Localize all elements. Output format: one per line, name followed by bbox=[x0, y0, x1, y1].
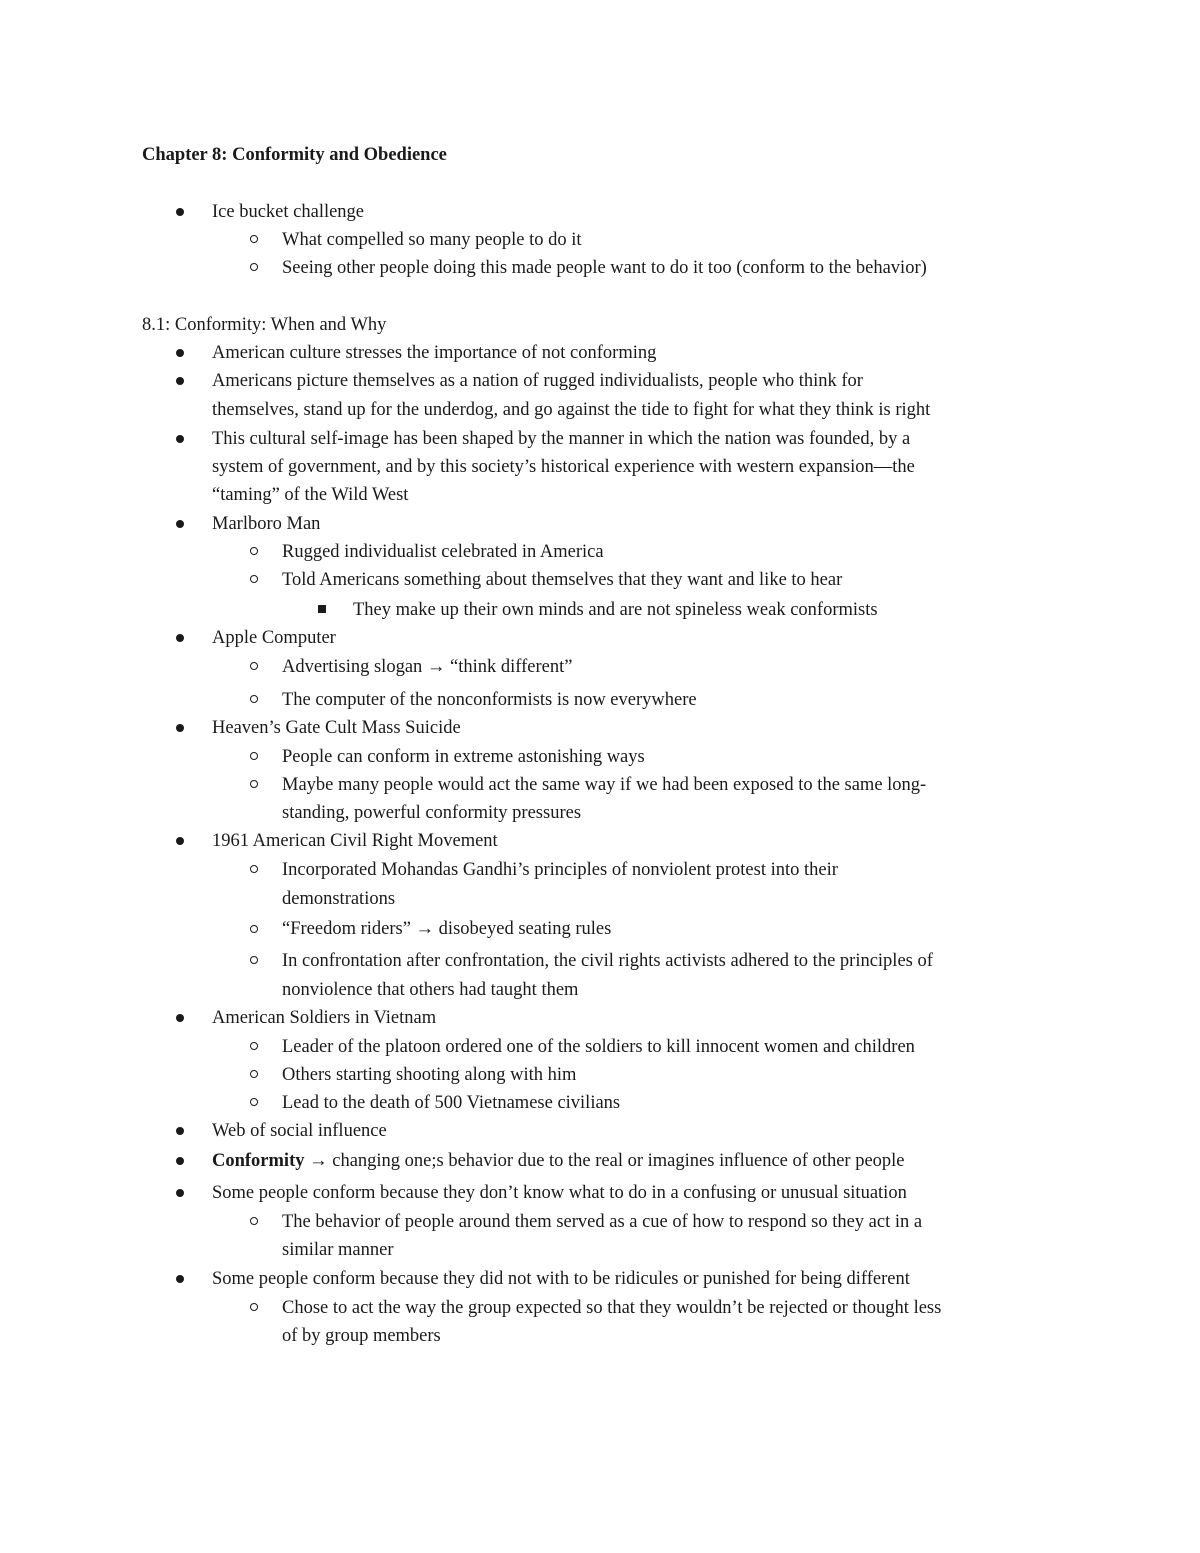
bullet-circle bbox=[250, 695, 258, 703]
bullet-circle bbox=[250, 865, 258, 873]
sub-item: Incorporated Mohandas Gandhi’s principles of nonviolent protest into their bbox=[282, 860, 838, 880]
bullet-dot bbox=[176, 634, 184, 642]
sub-item: Seeing other people doing this made people want to do it too (conform to the behavior) bbox=[282, 258, 927, 278]
list-item: Some people conform because they don’t know what to do in a confusing or unusual situation bbox=[212, 1183, 907, 1203]
sub-item: The behavior of people around them served as a cue of how to respond so they act in a bbox=[282, 1212, 923, 1232]
sub-item: Told Americans something about themselves that they want and like to hear bbox=[282, 570, 843, 590]
sub-item: Advertising slogan → “think different” bbox=[282, 657, 573, 677]
sub-item: Maybe many people would act the same way if we had been exposed to the same long- bbox=[282, 775, 927, 795]
bullet-circle bbox=[250, 752, 258, 760]
section-heading: 8.1: Conformity: When and Why bbox=[142, 315, 387, 335]
sub-item-continuation: demonstrations bbox=[282, 889, 396, 909]
sub-item: The computer of the nonconformists is now everywhere bbox=[282, 690, 697, 710]
bullet-square bbox=[318, 605, 326, 613]
list-item: Americans picture themselves as a nation of rugged individualists, people who think for bbox=[212, 371, 863, 391]
bullet-dot bbox=[176, 1189, 184, 1197]
page-title: Chapter 8: Conformity and Obedience bbox=[142, 145, 447, 165]
list-item-marlboro: Marlboro Man bbox=[212, 514, 321, 534]
list-item-apple: Apple Computer bbox=[212, 628, 336, 648]
bullet-circle bbox=[250, 925, 258, 933]
list-item: American culture stresses the importance of not conforming bbox=[212, 343, 657, 363]
list-item: This cultural self-image has been shaped by the manner in which the nation was founded, by a bbox=[212, 429, 911, 449]
list-item: Web of social influence bbox=[212, 1121, 387, 1141]
bullet-circle bbox=[250, 1070, 258, 1078]
definition-conformity bbox=[212, 1149, 905, 1173]
bullet-circle bbox=[250, 662, 258, 670]
definition-text: → changing one;s behavior due to the real or imagines influence of other people bbox=[304, 1151, 905, 1171]
list-item-civil-rights: 1961 American Civil Right Movement bbox=[212, 831, 498, 851]
sub-item-continuation: nonviolence that others had taught them bbox=[282, 980, 579, 1000]
bullet-dot bbox=[176, 208, 184, 216]
sub-item-continuation: standing, powerful conformity pressures bbox=[282, 803, 582, 823]
bullet-circle bbox=[250, 547, 258, 555]
list-item-continuation: system of government, and by this society’s historical experience with western expansion—the bbox=[212, 457, 915, 477]
bullet-dot bbox=[176, 520, 184, 528]
term-conformity: Conformity bbox=[212, 1151, 305, 1171]
bullet-circle bbox=[250, 1042, 258, 1050]
bullet-circle bbox=[250, 263, 258, 271]
sub-item: People can conform in extreme astonishing ways bbox=[282, 747, 645, 767]
list-item-heavens-gate: Heaven’s Gate Cult Mass Suicide bbox=[212, 718, 461, 738]
sub-item-continuation: of by group members bbox=[282, 1326, 441, 1346]
bullet-dot bbox=[176, 349, 184, 357]
sub-item: Chose to act the way the group expected so that they wouldn’t be rejected or thought less bbox=[282, 1298, 942, 1318]
bullet-dot bbox=[176, 1014, 184, 1022]
sub-item: Rugged individualist celebrated in America bbox=[282, 542, 604, 562]
sub-item-continuation: similar manner bbox=[282, 1240, 394, 1260]
bullet-circle bbox=[250, 956, 258, 964]
sub-item: Lead to the death of 500 Vietnamese civilians bbox=[282, 1093, 621, 1113]
bullet-dot bbox=[176, 724, 184, 732]
sub-item: Leader of the platoon ordered one of the soldiers to kill innocent women and children bbox=[282, 1037, 915, 1057]
bullet-circle bbox=[250, 1303, 258, 1311]
list-item-continuation: “taming” of the Wild West bbox=[212, 485, 409, 505]
bullet-circle bbox=[250, 1098, 258, 1106]
bullet-dot bbox=[176, 1275, 184, 1283]
list-item-continuation: themselves, stand up for the underdog, and go against the tide to fight for what they think is right bbox=[212, 400, 931, 420]
sub-item: What compelled so many people to do it bbox=[282, 230, 582, 250]
sub-item: Others starting shooting along with him bbox=[282, 1065, 577, 1085]
sub-sub-item: They make up their own minds and are not spineless weak conformists bbox=[353, 600, 878, 620]
sub-item: In confrontation after confrontation, the civil rights activists adhered to the principles of bbox=[282, 951, 933, 971]
list-item-vietnam: American Soldiers in Vietnam bbox=[212, 1008, 437, 1028]
bullet-dot bbox=[176, 435, 184, 443]
bullet-circle bbox=[250, 1217, 258, 1225]
list-item-ice-bucket: Ice bucket challenge bbox=[212, 202, 365, 222]
bullet-dot bbox=[176, 1157, 184, 1165]
bullet-circle bbox=[250, 235, 258, 243]
bullet-dot bbox=[176, 837, 184, 845]
bullet-dot bbox=[176, 377, 184, 385]
list-item: Some people conform because they did not with to be ridicules or punished for being different bbox=[212, 1269, 910, 1289]
sub-item: “Freedom riders” → disobeyed seating rules bbox=[282, 919, 612, 939]
bullet-circle bbox=[250, 780, 258, 788]
bullet-dot bbox=[176, 1127, 184, 1135]
bullet-circle bbox=[250, 575, 258, 583]
